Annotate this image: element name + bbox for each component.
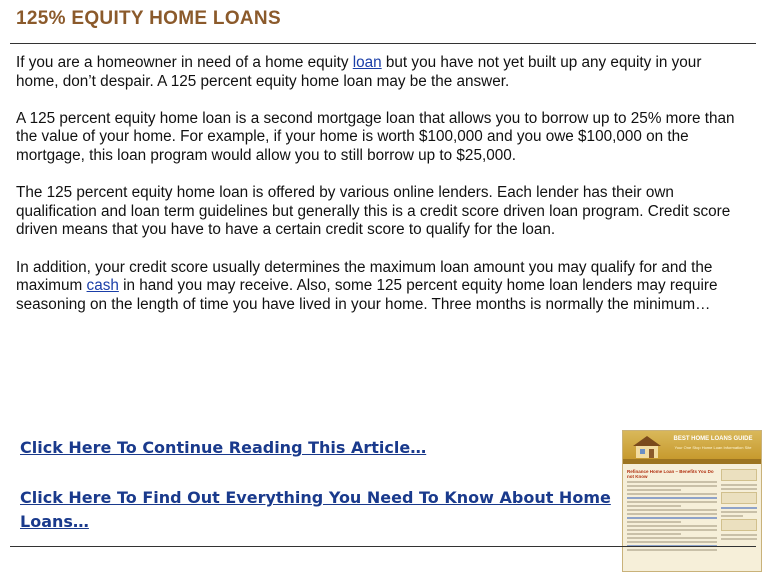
text-line <box>627 513 717 515</box>
text-line <box>627 533 681 535</box>
paragraph-1 <box>16 54 746 91</box>
thumbnail-header <box>623 431 761 459</box>
text-line <box>721 507 757 509</box>
paragraph-1-after: but you have not yet built up any equity in your home, don’t despair. A 125 percent equity home loan may be the answer. <box>16 54 702 90</box>
thumbnail-brand: BEST HOME LOANS GUIDE <box>673 436 753 442</box>
text-line <box>627 481 717 483</box>
continue-reading-link[interactable]: Click Here To Continue Reading This Article… <box>20 438 427 457</box>
thumbnail-nav-bar <box>623 459 761 464</box>
article-body <box>16 54 746 333</box>
text-line <box>627 537 717 539</box>
find-out-link[interactable]: Click Here To Find Out Everything You Need To Know About Home Loans… <box>20 488 611 531</box>
page-title: 125% EQUITY HOME LOANS <box>16 8 281 29</box>
sidebar-box <box>721 492 757 504</box>
paragraph-1-before: If you are a homeowner in need of a home equity <box>16 54 353 71</box>
text-line <box>627 501 717 503</box>
text-line <box>627 509 717 511</box>
text-line <box>721 488 757 490</box>
text-line <box>721 534 757 536</box>
thumbnail-heading: Refinance Home Loan – Benefits You Do not Know <box>627 469 714 479</box>
paragraph-4-before: In addition, your credit score usually determines the maximum loan amount you may qualify for and the maximum <box>16 258 713 295</box>
text-line <box>721 511 757 513</box>
text-line <box>627 541 717 543</box>
text-line <box>627 493 717 495</box>
paragraph-4-after: in hand you may receive. Also, some 125 percent equity home loan lenders may require seasoning on the length of time you have lived in your home. Three months is normally the minimum… <box>16 277 718 313</box>
text-line <box>721 515 743 517</box>
text-line <box>721 484 757 486</box>
bottom-divider <box>10 546 756 547</box>
text-line <box>627 485 717 487</box>
website-thumbnail[interactable] <box>622 430 762 572</box>
text-line <box>627 521 681 523</box>
sidebar-box <box>721 469 757 481</box>
text-line <box>721 538 757 540</box>
top-divider <box>10 43 756 44</box>
text-line <box>627 489 681 491</box>
text-line <box>627 529 717 531</box>
cash-link[interactable]: cash <box>86 277 119 295</box>
text-line <box>627 517 717 519</box>
sidebar-box <box>721 519 757 531</box>
text-line <box>627 525 717 527</box>
paragraph-4 <box>16 259 746 315</box>
paragraph-3: The 125 percent equity home loan is offered by various online lenders. Each lender has their own qualification and loan term guidelines but generally this is a credit score driven loan program. Credit score driven means that you have to have a certain credit score to qualify for the loan. <box>16 184 731 239</box>
text-line <box>627 549 717 551</box>
thumbnail-tagline: Your One Stop Home Loan Information Site <box>674 445 752 450</box>
loan-link[interactable]: loan <box>352 54 382 71</box>
thumbnail-main-column <box>627 469 717 553</box>
paragraph-2: A 125 percent equity home loan is a second mortgage loan that allows you to borrow up to 25% more than the value of your home. For example, if your home is worth $100,000 and you owe $100,000 on the mortgage, this loan program would allow you to still borrow up to $25,000. <box>16 109 735 164</box>
house-icon <box>629 434 665 458</box>
thumbnail-sidebar <box>721 469 757 542</box>
text-line <box>627 497 717 499</box>
text-line <box>627 505 681 507</box>
